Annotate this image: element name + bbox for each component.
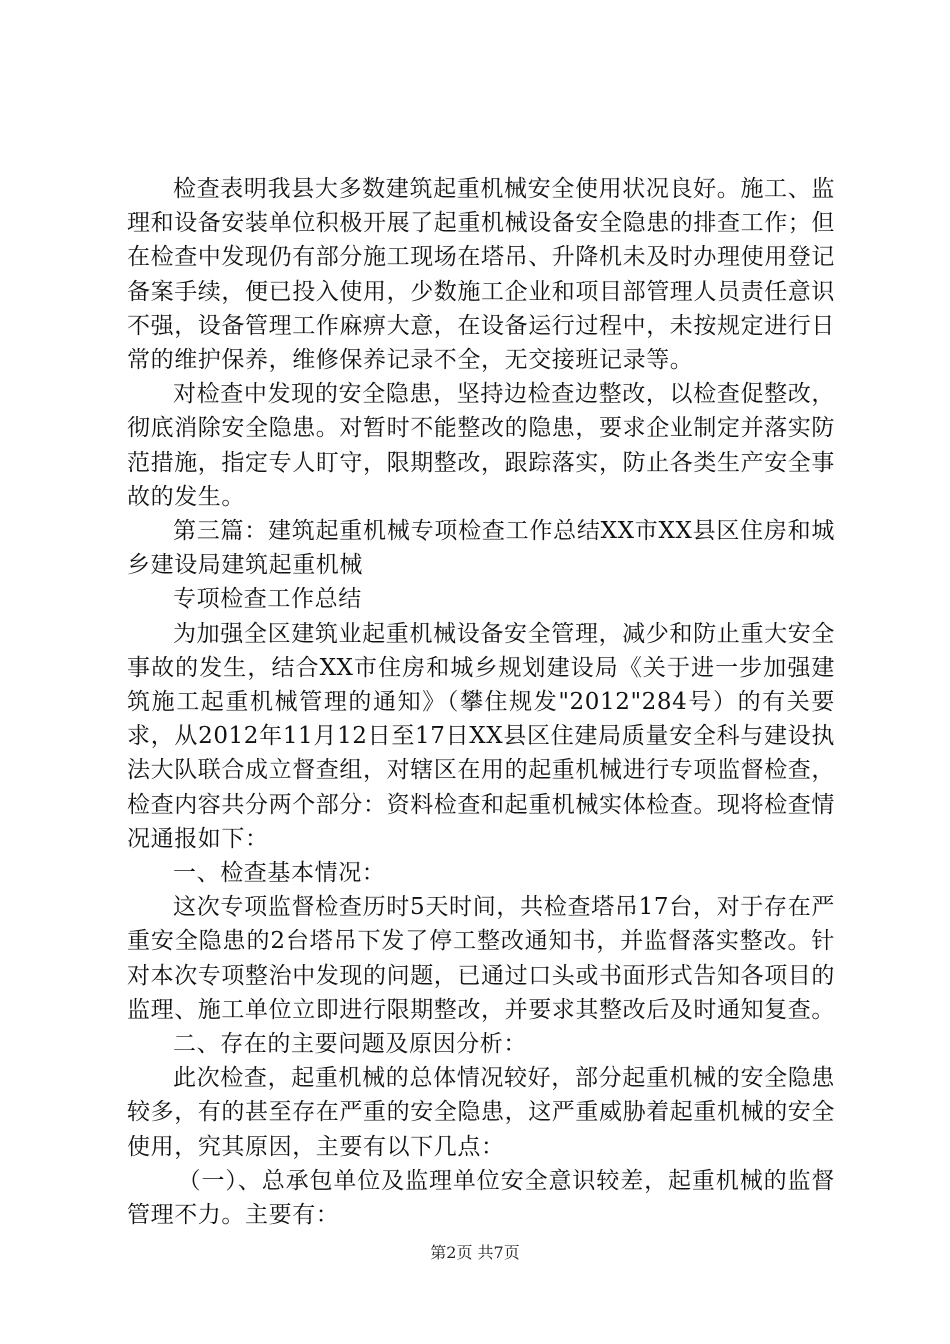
paragraph-problem-overview: 此次检查，起重机械的总体情况较好，部分起重机械的安全隐患较多，有的甚至存在严重的安全隐患，这严重威胁着起重机械的安全使用，究其原因，主要有以下几点：: [127, 1065, 835, 1160]
section-heading-basic-situation: 一、检查基本情况：: [173, 860, 386, 887]
document-body: [127, 172, 835, 1232]
paragraph-inspection-details: 这次专项监督检查历时5天时间，共检查塔吊17台，对于存在严重安全隐患的2台塔吊下发了停工整改通知书，并监督落实整改。针对本次专项整治中发现的问题，已通过口头或书面形式告知各项目的监理、施工单位立即进行限期整改，并要求其整改后及时通知复查。: [127, 894, 835, 1023]
paragraph-introduction: 为加强全区建筑业起重机械设备安全管理，减少和防止重大安全事故的发生，结合XX市住房和城乡规划建设局《关于进一步加强建筑施工起重机械管理的通知》（攀住规发"2012"284号）的有关要求，从2012年11月12日至17日XX县区住建局质量安全科与建设执法大队联合成立督查组，对辖区在用的起重机械进行专项监督检查，检查内容共分两个部分：资料检查和起重机械实体检查。现将检查情况通报如下：: [127, 620, 835, 852]
paragraph-summary-title: 专项检查工作总结: [173, 586, 362, 613]
page-footer: [0, 1243, 950, 1263]
paragraph-inspection-results: 检查表明我县大多数建筑起重机械安全使用状况良好。施工、监理和设备安装单位积极开展了起重机械设备安全隐患的排查工作；但在检查中发现仍有部分施工现场在塔吊、升降机未及时办理使用登记备案手续，便已投入使用，少数施工企业和项目部管理人员责任意识不强，设备管理工作麻痹大意，在设备运行过程中，未按规定进行日常的维护保养，维修保养记录不全，无交接班记录等。: [127, 176, 835, 374]
paragraph-part-three-heading: 第三篇：建筑起重机械专项检查工作总结XX市XX县区住房和城乡建设局建筑起重机械: [127, 518, 835, 579]
paragraph-rectification: 对检查中发现的安全隐患，坚持边检查边整改，以检查促整改，彻底消除安全隐患。对暂时不能整改的隐患，要求企业制定并落实防范措施，指定专人盯守，限期整改，跟踪落实，防止各类生产安全事故的发生。: [127, 381, 835, 510]
section-heading-main-problems: 二、存在的主要问题及原因分析：: [173, 1031, 527, 1058]
paragraph-problem-one: （一）、总承包单位及监理单位安全意识较差，起重机械的监督管理不力。主要有：: [127, 1167, 835, 1229]
page-number-label: 第2页 共7页: [430, 1243, 520, 1262]
